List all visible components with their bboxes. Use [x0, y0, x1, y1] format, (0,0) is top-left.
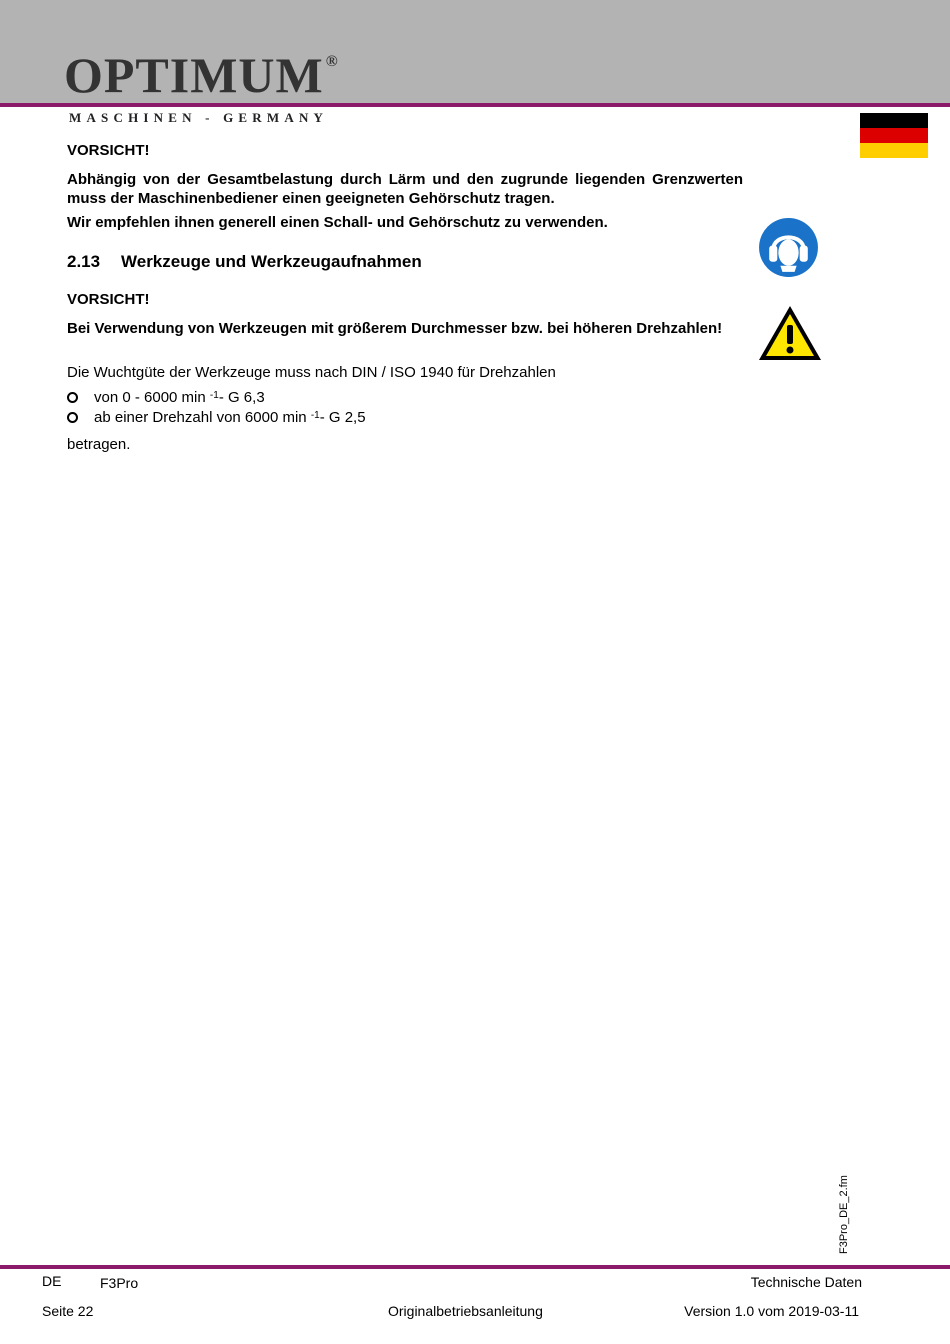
ear-protection-icon [756, 215, 821, 280]
bullet-icon [67, 412, 78, 423]
caution-label-2: VORSICHT! [67, 291, 150, 308]
source-file-label: F3Pro_DE_2.fm [838, 1175, 850, 1254]
footer-divider [0, 1265, 950, 1269]
list-item: von 0 - 6000 min $^{-1}$ - G 6,3 [67, 388, 265, 407]
footer-chapter: Technische Daten [750, 1274, 862, 1290]
footer-language: DE [42, 1273, 62, 1289]
balance-intro: Die Wuchtgüte der Werkzeuge muss nach DIN / ISO 1940 für Drehzahlen [67, 364, 556, 381]
noise-recommendation: Wir empfehlen ihnen generell einen Schall- und Gehörschutz zu verwenden. [67, 214, 608, 231]
footer-model: F3Pro [100, 1275, 139, 1291]
list-item: ab einer Drehzahl von 6000 min $^{-1}$ - G 2,5 [67, 408, 366, 427]
brand-logo: OPTIMUM ® [64, 47, 339, 103]
section-heading: 2.13 Werkzeuge und Werkzeugaufnahmen [67, 252, 422, 271]
balance-closing: betragen. [67, 436, 131, 453]
noise-warning-text: Abhängig von der Gesamtbelastung durch Lärm und den zugrunde liegenden Grenzwerten muss der Maschinenbediener einen geeigneten Gehörschutz tragen. [67, 171, 743, 207]
caution-label-1: VORSICHT! [67, 142, 150, 159]
bullet-icon [67, 392, 78, 403]
tool-warning-text: Bei Verwendung von Werkzeugen mit größerem Durchmesser bzw. bei höheren Drehzahlen! [67, 320, 723, 337]
german-flag-icon [860, 113, 928, 158]
brand-tagline: MASCHINEN - GERMANY [69, 110, 329, 125]
footer-document-type: Originalbetriebsanleitung [388, 1303, 543, 1319]
footer-page-number: Seite 22 [42, 1303, 94, 1319]
footer-version: Version 1.0 vom 2019-03-11 [684, 1303, 859, 1319]
warning-icon [756, 303, 824, 363]
